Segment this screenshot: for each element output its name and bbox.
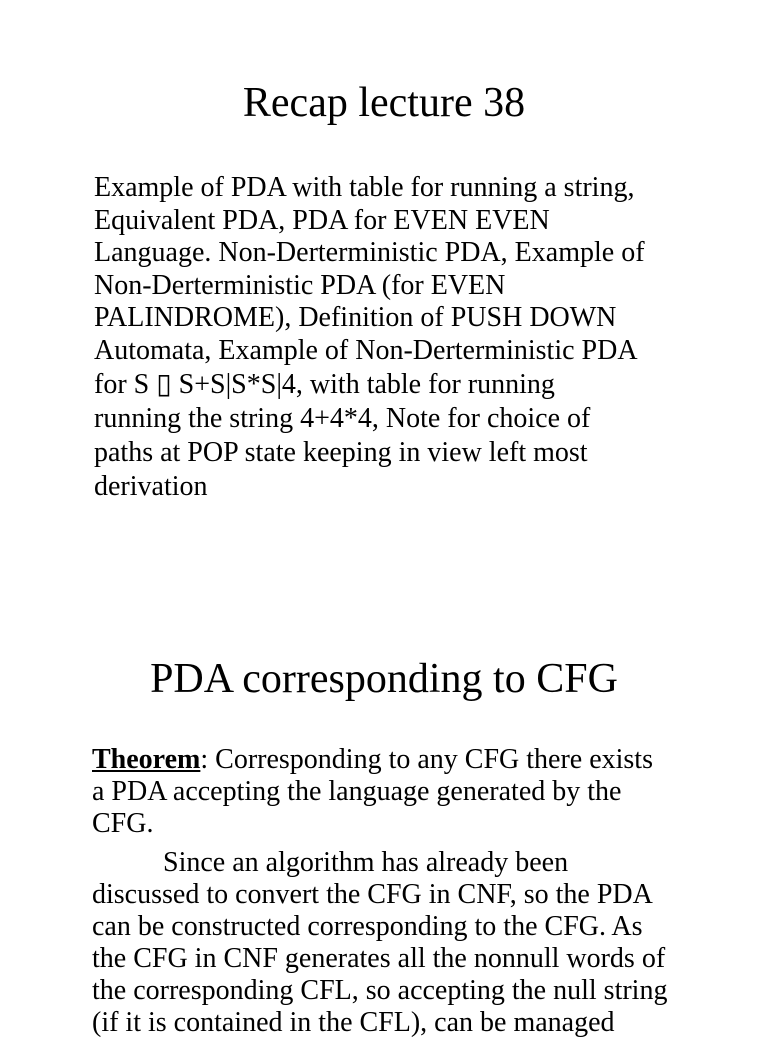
theorem-line: CFG. bbox=[92, 808, 154, 839]
paragraph-text: Since an algorithm has already been bbox=[163, 847, 569, 878]
recap-line: Automata, Example of Non-Derterministic PDA bbox=[94, 334, 638, 366]
theorem-line: a PDA accepting the language generated by the bbox=[92, 776, 622, 807]
recap-line: derivation bbox=[94, 470, 208, 502]
paragraph-line: the corresponding CFL, so accepting the null string bbox=[92, 975, 668, 1006]
paragraph-line: the CFG in CNF generates all the nonnull words of bbox=[92, 943, 666, 974]
recap-title: Recap lecture 38 bbox=[242, 80, 526, 126]
recap-line: PALINDROME), Definition of PUSH DOWN bbox=[94, 302, 617, 334]
theorem-text: : Corresponding to any CFG there exists bbox=[200, 744, 653, 775]
recap-line: paths at POP state keeping in view left most bbox=[94, 436, 588, 468]
paragraph-line: discussed to convert the CFG in CNF, so the PDA bbox=[92, 879, 653, 910]
paragraph-line: (if it is contained in the CFL), can be managed bbox=[92, 1007, 615, 1038]
paragraph-line: can be constructed corresponding to the CFG. As bbox=[92, 911, 643, 942]
recap-body bbox=[94, 172, 714, 504]
pda-cfg-slide bbox=[0, 600, 768, 1038]
recap-line: for S ▯ S+S|S*S|4, with table for running bbox=[94, 368, 555, 400]
theorem-line bbox=[92, 744, 712, 776]
recap-line: running the string 4+4*4, Note for choice of bbox=[94, 402, 591, 434]
recap-line: Language. Non-Derterministic PDA, Example of bbox=[94, 237, 645, 269]
theorem-label: Theorem bbox=[92, 744, 201, 775]
pda-cfg-title: PDA corresponding to CFG bbox=[150, 656, 618, 702]
paragraph-line bbox=[92, 847, 712, 879]
recap-line: Equivalent PDA, PDA for EVEN EVEN bbox=[94, 204, 550, 236]
recap-line: Non-Derterministic PDA (for EVEN bbox=[94, 269, 506, 301]
theorem-block bbox=[92, 744, 712, 1039]
recap-line: Example of PDA with table for running a string, bbox=[94, 172, 635, 203]
